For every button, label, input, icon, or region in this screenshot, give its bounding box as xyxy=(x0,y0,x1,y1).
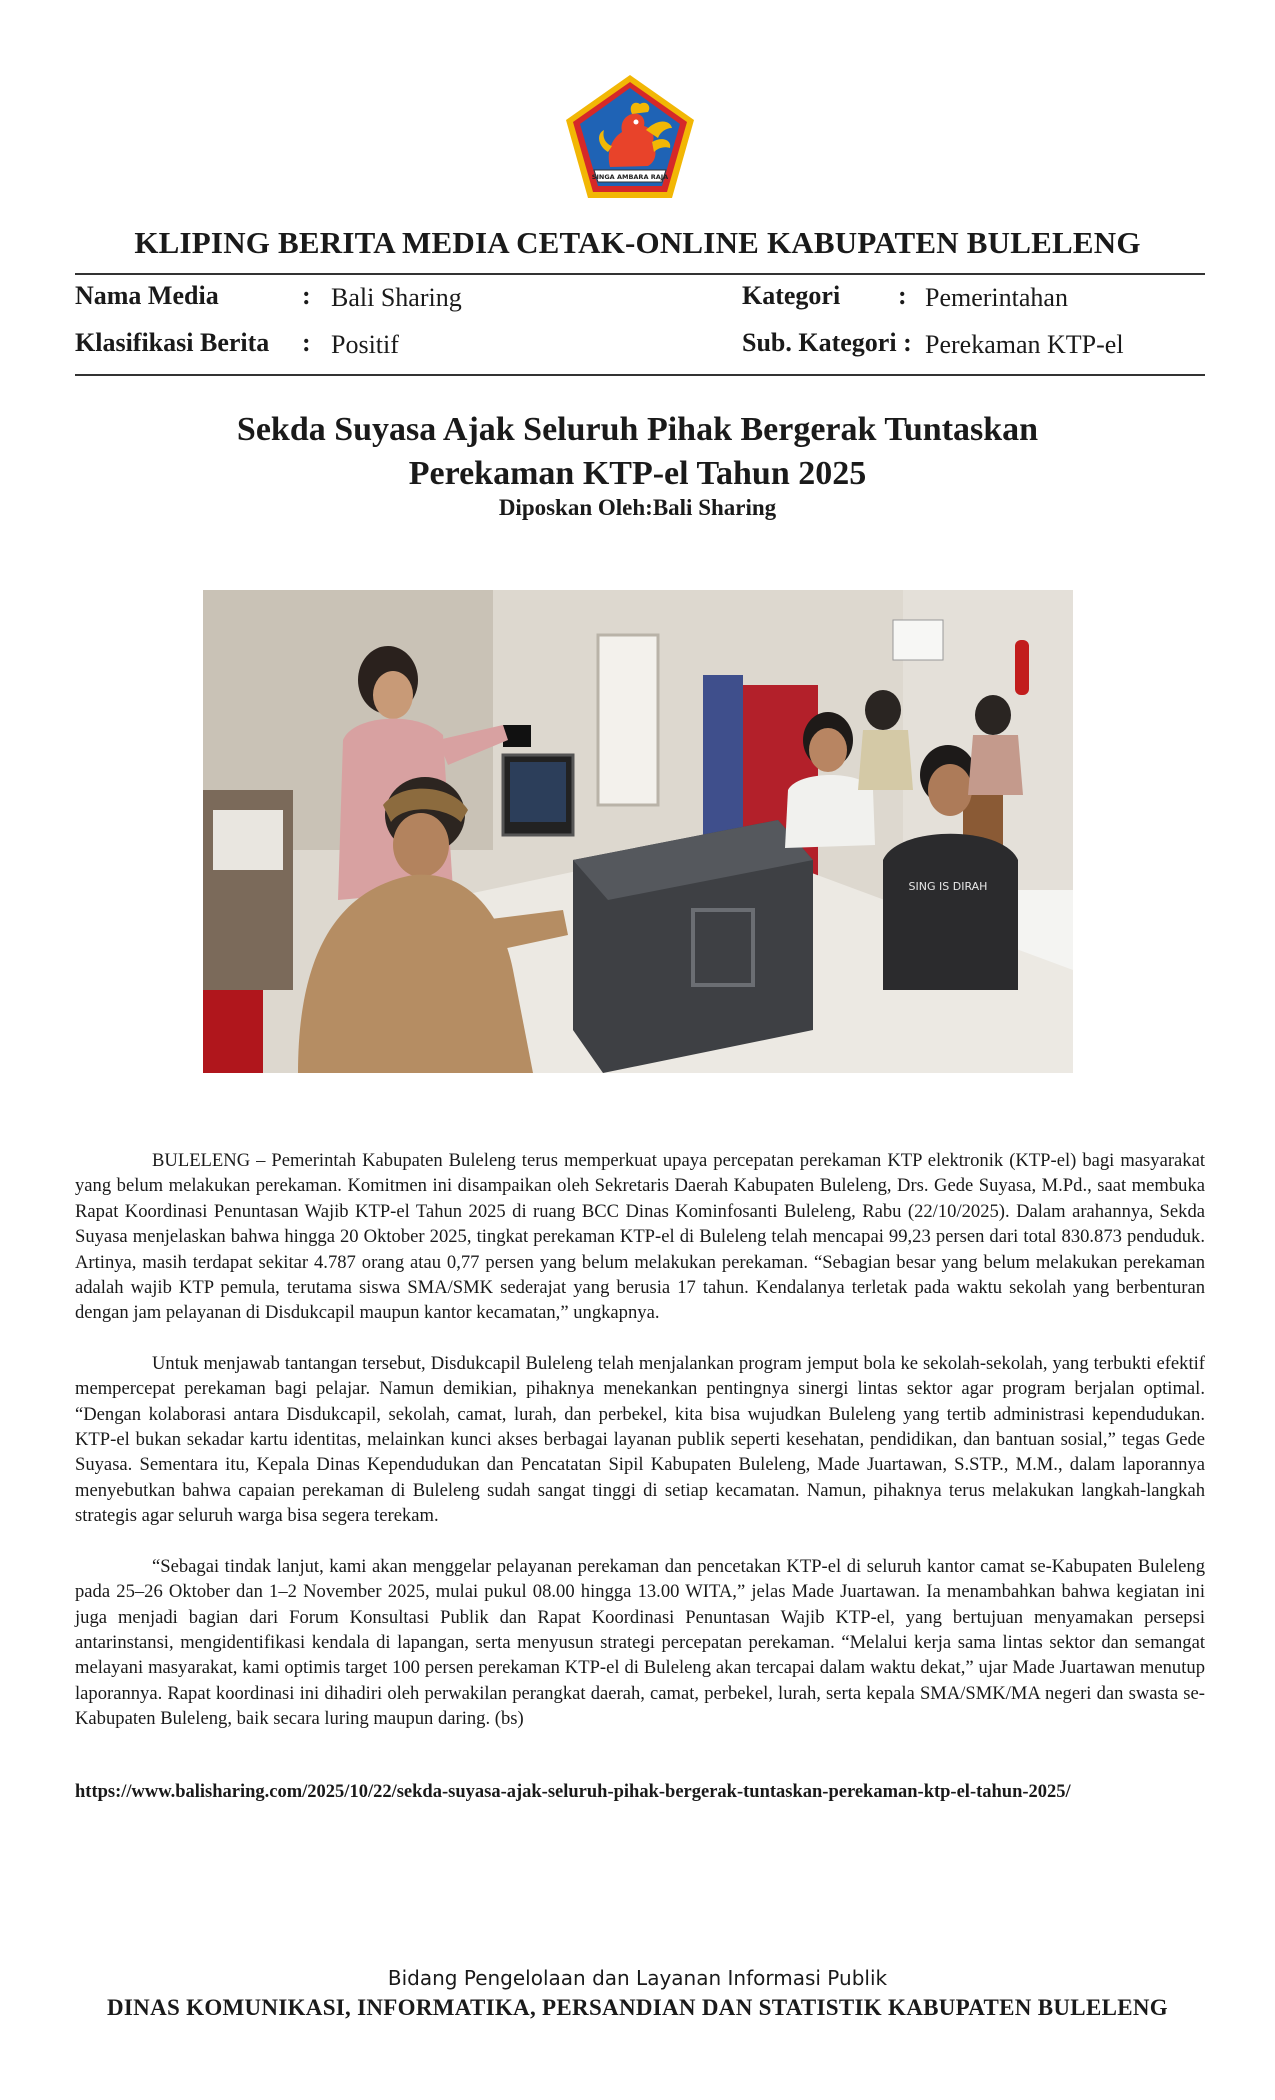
header-top-rule xyxy=(75,273,1205,275)
colon: : xyxy=(302,328,311,357)
sub-kategori-value: Perekaman KTP-el xyxy=(925,330,1124,359)
colon: : xyxy=(302,281,311,310)
clipping-header-title: KLIPING BERITA MEDIA CETAK-ONLINE KABUPATEN BULELENG xyxy=(134,225,1141,260)
posted-by: Diposkan Oleh:Bali Sharing xyxy=(498,495,777,520)
colon: : xyxy=(898,281,907,310)
singa-ambara-raja-emblem xyxy=(562,72,698,202)
article-photo xyxy=(203,590,1073,1073)
logo-motto: SINGA AMBARA RAJA xyxy=(591,173,669,181)
article-body xyxy=(75,1148,1205,1757)
footer-division: Bidang Pengelolaan dan Layanan Informasi Publik xyxy=(387,1966,888,1990)
article-title-line1: Sekda Suyasa Ajak Seluruh Pihak Bergerak Tuntaskan xyxy=(236,411,1039,448)
header-bottom-rule xyxy=(75,374,1205,376)
sub-kategori-label: Sub. Kategori : xyxy=(742,328,912,357)
klasifikasi-berita-label: Klasifikasi Berita xyxy=(75,328,270,357)
ktp-recording-scene xyxy=(203,590,1073,1073)
shirt-print: SING IS DIRAH xyxy=(908,880,988,893)
kategori-value: Pemerintahan xyxy=(925,283,1068,312)
article-title xyxy=(0,408,1275,496)
article-title-line2: Perekaman KTP-el Tahun 2025 xyxy=(408,455,867,492)
article-paragraph: BULELENG – Pemerintah Kabupaten Buleleng terus memperkuat upaya percepatan perekaman KTP elektronik (KTP-el) bagi masyarakat yang belum melakukan perekaman. Komitmen ini disampaikan oleh Sekretaris Daerah Kabupaten Buleleng, Drs. Gede Suyasa, M.Pd., saat membuka Rapat Koordinasi Penuntasan Wajib KTP-el Tahun 2025 di ruang BCC Dinas Kominfosanti Buleleng, Rabu (22/10/2025). Dalam arahannya, Sekda Suyasa menjelaskan bahwa hingga 20 Oktober 2025, tingkat perekaman KTP-el di Buleleng telah mencapai 99,23 persen dari total 830.873 penduduk. Artinya, masih terdapat sekitar 4.787 orang atau 0,77 persen yang belum melakukan perekaman. “Sebagian besar yang belum melakukan perekaman adalah wajib KTP pemula, terutama siswa SMA/SMK sederajat yang berusia 17 tahun. Kendalanya terletak pada waktu sekolah yang berbenturan dengan jam pelayanan di Disdukcapil maupun kantor kecamatan,” ungkapnya. xyxy=(75,1150,1205,1324)
government-logo xyxy=(562,72,698,202)
nama-media-value: Bali Sharing xyxy=(331,283,462,312)
nama-media-label: Nama Media xyxy=(75,281,219,310)
source-url: https://www.balisharing.com/2025/10/22/sekda-suyasa-ajak-seluruh-pihak-bergerak-tuntaskan-perekaman-ktp-el-tahun-2025/ xyxy=(75,1782,1071,1802)
article-paragraph: “Sebagai tindak lanjut, kami akan menggelar pelayanan perekaman dan pencetakan KTP-el di seluruh kantor camat se-Kabupaten Buleleng pada 25–26 Oktober dan 1–2 November 2025, mulai pukul 08.00 hingga 13.00 WITA,” jelas Made Juartawan. Ia menambahkan bahwa kegiatan ini juga menjadi bagian dari Forum Konsultasi Publik dan Rapat Koordinasi Penuntasan Wajib KTP-el, yang bertujuan menyamakan persepsi antarinstansi, mengidentifikasi kendala di lapangan, serta menyusun strategi percepatan perekaman. “Melalui kerja sama lintas sektor dan semangat melayani masyarakat, kami optimis target 100 persen perekaman KTP-el di Buleleng akan tercapai dalam waktu dekat,” ujar Made Juartawan menutup laporannya. Rapat koordinasi ini dihadiri oleh perwakilan perangkat daerah, camat, perbekel, lurah, serta kepala SMA/SMK/MA negeri dan swasta se-Kabupaten Buleleng, baik secara luring maupun daring. (bs) xyxy=(75,1555,1205,1730)
article-paragraph: Untuk menjawab tantangan tersebut, Disdukcapil Buleleng telah menjalankan program jemput bola ke sekolah-sekolah, yang terbukti efektif mempercepat perekaman bagi pelajar. Namun demikian, pihaknya menekankan pentingnya sinergi lintas sektor agar program berjalan optimal. “Dengan kolaborasi antara Disdukcapil, sekolah, camat, lurah, dan perbekel, kita bisa wujudkan Buleleng yang tertib administrasi kependudukan. KTP-el bukan sekadar kartu identitas, melainkan kunci akses berbagai layanan publik seperti kesehatan, pendidikan, dan bantuan sosial,” tegas Gede Suyasa. Sementara itu, Kepala Dinas Kependudukan dan Pencatatan Sipil Kabupaten Buleleng, Made Juartawan, S.STP., M.M., dalam laporannya menyebutkan bahwa capaian perekaman di Buleleng sudah sangat tinggi di setiap kecamatan. Namun, pihaknya terus melakukan langkah-langkah strategis agar seluruh warga bisa segera terekam. xyxy=(75,1352,1205,1527)
kategori-label: Kategori xyxy=(742,281,841,310)
klasifikasi-berita-value: Positif xyxy=(331,330,399,359)
footer-agency: DINAS KOMUNIKASI, INFORMATIKA, PERSANDIAN DAN STATISTIK KABUPATEN BULELENG xyxy=(107,1995,1168,2020)
